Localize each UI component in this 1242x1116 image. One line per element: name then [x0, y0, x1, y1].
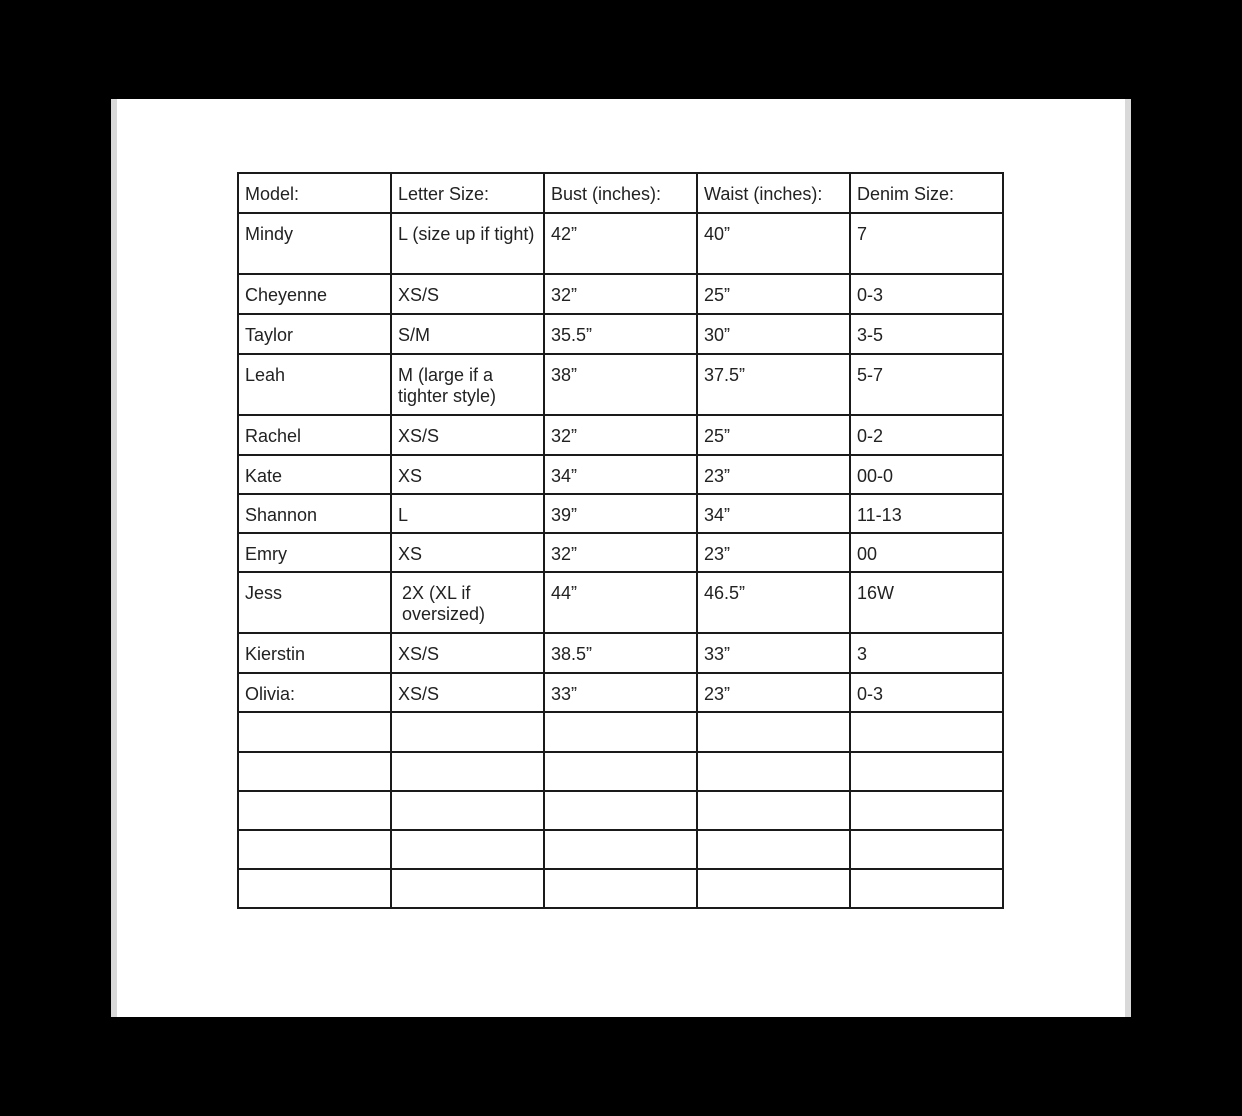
empty-cell [391, 712, 544, 752]
cell-model: Shannon [238, 494, 391, 533]
table-row [238, 274, 1003, 314]
empty-cell [391, 869, 544, 908]
cell-model: Kierstin [238, 633, 391, 673]
cell-model: Kate [238, 455, 391, 494]
cell-model: Jess [238, 572, 391, 633]
cell-waist: 34” [697, 494, 850, 533]
cell-waist: 33” [697, 633, 850, 673]
cell-waist: 23” [697, 455, 850, 494]
empty-cell [850, 791, 1003, 830]
table-row [238, 415, 1003, 455]
table-row [238, 673, 1003, 712]
cell-waist: 37.5” [697, 354, 850, 415]
table-row [238, 354, 1003, 415]
cell-letter-size: XS/S [391, 633, 544, 673]
table-row [238, 533, 1003, 572]
cell-denim-size: 0-2 [850, 415, 1003, 455]
header-cell-letter-size: Letter Size: [391, 173, 544, 213]
cell-denim-size: 00-0 [850, 455, 1003, 494]
empty-cell [850, 752, 1003, 791]
cell-waist: 30” [697, 314, 850, 354]
cell-denim-size: 7 [850, 213, 1003, 274]
cell-waist: 23” [697, 533, 850, 572]
cell-letter-size: 2X (XL if oversized) [391, 572, 544, 633]
cell-waist: 25” [697, 415, 850, 455]
cell-bust: 32” [544, 533, 697, 572]
header-cell-model: Model: [238, 173, 391, 213]
empty-cell [238, 712, 391, 752]
cell-letter-size: XS/S [391, 274, 544, 314]
empty-cell [238, 791, 391, 830]
header-cell-denim-size: Denim Size: [850, 173, 1003, 213]
cell-letter-size: L (size up if tight) [391, 213, 544, 274]
empty-cell [544, 869, 697, 908]
cell-denim-size: 00 [850, 533, 1003, 572]
cell-bust: 33” [544, 673, 697, 712]
empty-cell [544, 752, 697, 791]
table-row [238, 455, 1003, 494]
table-row [238, 314, 1003, 354]
cell-waist: 46.5” [697, 572, 850, 633]
empty-cell [697, 830, 850, 869]
empty-cell [391, 791, 544, 830]
empty-table-row [238, 752, 1003, 791]
empty-cell [697, 791, 850, 830]
cell-letter-size: XS [391, 455, 544, 494]
cell-model: Taylor [238, 314, 391, 354]
empty-cell [544, 791, 697, 830]
empty-cell [850, 830, 1003, 869]
empty-cell [238, 830, 391, 869]
cell-denim-size: 3 [850, 633, 1003, 673]
empty-cell [238, 752, 391, 791]
cell-letter-size: XS [391, 533, 544, 572]
empty-table-row [238, 869, 1003, 908]
cell-denim-size: 5-7 [850, 354, 1003, 415]
cell-bust: 35.5” [544, 314, 697, 354]
size-chart-table [237, 172, 1004, 909]
empty-table-row [238, 830, 1003, 869]
cell-model: Rachel [238, 415, 391, 455]
empty-cell [697, 752, 850, 791]
cell-denim-size: 0-3 [850, 274, 1003, 314]
empty-table-row [238, 712, 1003, 752]
empty-table-row [238, 791, 1003, 830]
cell-model: Leah [238, 354, 391, 415]
empty-cell [544, 830, 697, 869]
header-cell-bust: Bust (inches): [544, 173, 697, 213]
cell-bust: 44” [544, 572, 697, 633]
cell-letter-size: M (large if a tighter style) [391, 354, 544, 415]
cell-model: Mindy [238, 213, 391, 274]
cell-waist: 25” [697, 274, 850, 314]
empty-cell [697, 712, 850, 752]
table-row [238, 572, 1003, 633]
cell-letter-size: XS/S [391, 673, 544, 712]
cell-bust: 38.5” [544, 633, 697, 673]
cell-bust: 34” [544, 455, 697, 494]
cell-bust: 32” [544, 415, 697, 455]
table-row [238, 494, 1003, 533]
cell-bust: 38” [544, 354, 697, 415]
cell-waist: 23” [697, 673, 850, 712]
empty-cell [238, 869, 391, 908]
empty-cell [391, 752, 544, 791]
cell-model: Emry [238, 533, 391, 572]
cell-bust: 42” [544, 213, 697, 274]
empty-cell [850, 869, 1003, 908]
table-row [238, 633, 1003, 673]
cell-bust: 39” [544, 494, 697, 533]
empty-cell [544, 712, 697, 752]
cell-letter-size: S/M [391, 314, 544, 354]
empty-cell [850, 712, 1003, 752]
document-page [111, 99, 1131, 1017]
table-row [238, 213, 1003, 274]
cell-model: Cheyenne [238, 274, 391, 314]
cell-denim-size: 16W [850, 572, 1003, 633]
cell-letter-size: L [391, 494, 544, 533]
cell-denim-size: 3-5 [850, 314, 1003, 354]
cell-waist: 40” [697, 213, 850, 274]
header-cell-waist: Waist (inches): [697, 173, 850, 213]
cell-letter-size: XS/S [391, 415, 544, 455]
table-header-row [238, 173, 1003, 213]
cell-denim-size: 0-3 [850, 673, 1003, 712]
cell-bust: 32” [544, 274, 697, 314]
empty-cell [391, 830, 544, 869]
cell-model: Olivia: [238, 673, 391, 712]
empty-cell [697, 869, 850, 908]
cell-denim-size: 11-13 [850, 494, 1003, 533]
